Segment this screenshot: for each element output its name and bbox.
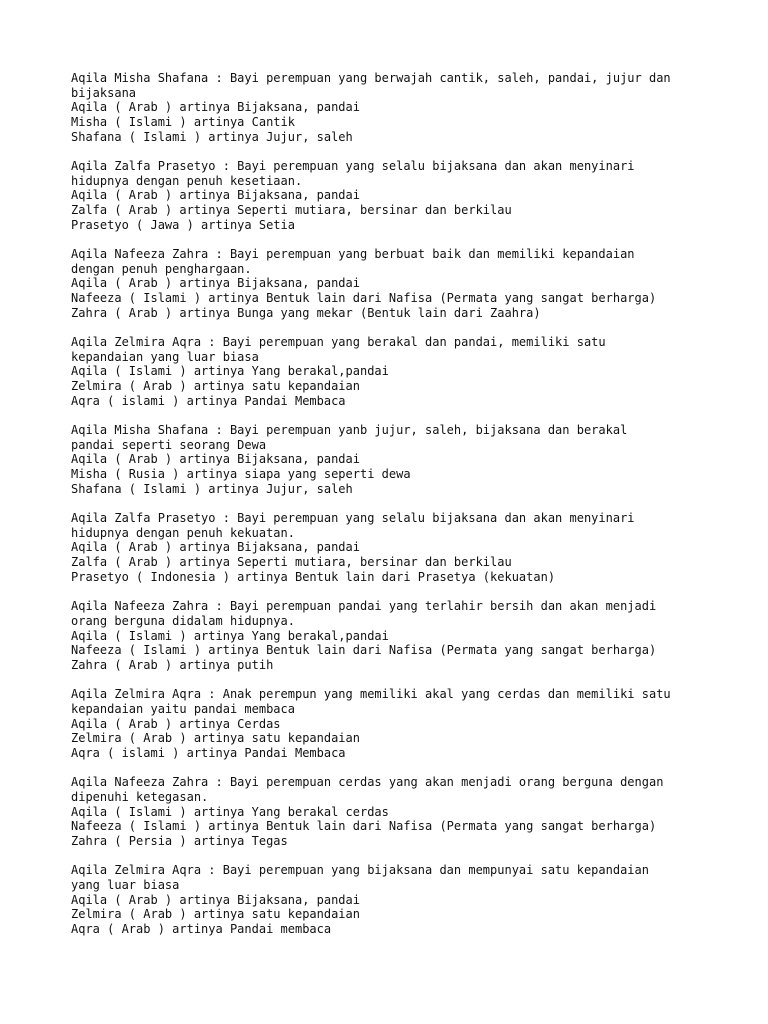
- name-meaning-entry: [71, 599, 711, 673]
- entry-text-line: Nafeeza ( Islami ) artinya Bentuk lain dari Nafisa (Permata yang sangat berharga): [71, 819, 657, 834]
- entry-text-line: hidupnya dengan penuh kekuatan.: [71, 525, 295, 540]
- entry-text-line: pandai seperti seorang Dewa: [71, 437, 267, 452]
- entry-text-line: Aqila ( Arab ) artinya Bijaksana, pandai: [71, 188, 360, 203]
- entry-heading-line: Aqila Nafeeza Zahra : Bayi perempuan cerdas yang akan menjadi orang berguna dengan: [71, 775, 664, 790]
- name-meaning-entry: [71, 159, 711, 233]
- entry-text-line: Aqila ( Islami ) artinya Yang berakal cerdas: [71, 804, 389, 819]
- entry-text-line: Aqila ( Arab ) artinya Bijaksana, pandai: [71, 892, 360, 907]
- entry-text-line: Aqila ( Arab ) artinya Bijaksana, pandai: [71, 540, 360, 555]
- entry-text-line: Aqila ( Islami ) artinya Yang berakal,pandai: [71, 364, 389, 379]
- entry-text-line: Aqra ( islami ) artinya Pandai Membaca: [71, 745, 346, 760]
- entry-text-line: Zahra ( Arab ) artinya putih: [71, 657, 274, 672]
- entry-heading-line: Aqila Misha Shafana : Bayi perempuan yang berwajah cantik, saleh, pandai, jujur dan: [71, 71, 671, 85]
- entry-text-line: Aqra ( islami ) artinya Pandai Membaca: [71, 393, 346, 408]
- entry-text-line: bijaksana: [71, 85, 137, 100]
- name-meaning-entry: [71, 71, 711, 145]
- entry-text-line: Misha ( Islami ) artinya Cantik: [71, 115, 295, 130]
- entry-text-line: Zalfa ( Arab ) artinya Seperti mutiara, bersinar dan berkilau: [71, 555, 512, 570]
- entry-text-line: yang luar biasa: [71, 877, 180, 892]
- entry-text-line: dipenuhi ketegasan.: [71, 789, 209, 804]
- entry-text-line: Aqila ( Islami ) artinya Yang berakal,pandai: [71, 628, 389, 643]
- entry-heading-line: Aqila Zalfa Prasetyo : Bayi perempuan yang selalu bijaksana dan akan menyinari: [71, 511, 635, 526]
- entry-text-line: Aqila ( Arab ) artinya Bijaksana, pandai: [71, 452, 360, 467]
- name-meaning-entry: [71, 423, 711, 497]
- entry-heading-line: Aqila Zelmira Aqra : Bayi perempuan yang bijaksana dan mempunyai satu kepandaian: [71, 863, 649, 878]
- entry-text-line: Aqila ( Arab ) artinya Cerdas: [71, 716, 281, 731]
- entry-heading-line: Aqila Nafeeza Zahra : Bayi perempuan pandai yang terlahir bersih dan akan menjadi: [71, 599, 657, 614]
- name-meaning-entry: [71, 511, 711, 585]
- entry-text-line: Zelmira ( Arab ) artinya satu kepandaian: [71, 907, 360, 922]
- entry-text-line: Shafana ( Islami ) artinya Jujur, saleh: [71, 129, 353, 144]
- entry-text-line: Aqila ( Arab ) artinya Bijaksana, pandai: [71, 276, 360, 291]
- entry-heading-line: Aqila Zelmira Aqra : Bayi perempuan yang berakal dan pandai, memiliki satu: [71, 335, 606, 350]
- entry-text-line: Aqila ( Arab ) artinya Bijaksana, pandai: [71, 100, 360, 115]
- name-meaning-entry: [71, 247, 711, 321]
- name-meaning-entry: [71, 687, 711, 761]
- entry-text-line: Nafeeza ( Islami ) artinya Bentuk lain dari Nafisa (Permata yang sangat berharga): [71, 643, 657, 658]
- entry-text-line: Misha ( Rusia ) artinya siapa yang seperti dewa: [71, 467, 411, 482]
- entry-text-line: Zelmira ( Arab ) artinya satu kepandaian: [71, 731, 360, 746]
- name-meaning-entry: [71, 863, 711, 937]
- entry-text-line: Zahra ( Arab ) artinya Bunga yang mekar (Bentuk lain dari Zaahra): [71, 305, 541, 320]
- entry-text-line: dengan penuh penghargaan.: [71, 261, 252, 276]
- entry-text-line: orang berguna didalam hidupnya.: [71, 613, 295, 628]
- entry-text-line: Prasetyo ( Indonesia ) artinya Bentuk lain dari Prasetya (kekuatan): [71, 569, 556, 584]
- entry-text-line: Prasetyo ( Jawa ) artinya Setia: [71, 217, 295, 232]
- entry-heading-line: Aqila Misha Shafana : Bayi perempuan yanb jujur, saleh, bijaksana dan berakal: [71, 423, 628, 438]
- entry-text-line: Nafeeza ( Islami ) artinya Bentuk lain dari Nafisa (Permata yang sangat berharga): [71, 291, 657, 306]
- entry-heading-line: Aqila Nafeeza Zahra : Bayi perempuan yang berbuat baik dan memiliki kepandaian: [71, 247, 635, 262]
- entry-text-line: Shafana ( Islami ) artinya Jujur, saleh: [71, 481, 353, 496]
- entry-text-line: Aqra ( Arab ) artinya Pandai membaca: [71, 921, 332, 936]
- name-meaning-entry: [71, 335, 711, 409]
- entry-text-line: kepandaian yaitu pandai membaca: [71, 701, 295, 716]
- entry-text-line: Zahra ( Persia ) artinya Tegas: [71, 833, 288, 848]
- entry-text-line: kepandaian yang luar biasa: [71, 349, 259, 364]
- entry-heading-line: Aqila Zelmira Aqra : Anak perempun yang memiliki akal yang cerdas dan memiliki satu: [71, 687, 671, 702]
- entry-heading-line: Aqila Zalfa Prasetyo : Bayi perempuan yang selalu bijaksana dan akan menyinari: [71, 159, 635, 174]
- document-page: [71, 71, 711, 951]
- entry-text-line: Zalfa ( Arab ) artinya Seperti mutiara, bersinar dan berkilau: [71, 203, 512, 218]
- entry-text-line: hidupnya dengan penuh kesetiaan.: [71, 173, 303, 188]
- name-meaning-entry: [71, 775, 711, 849]
- entry-text-line: Zelmira ( Arab ) artinya satu kepandaian: [71, 379, 360, 394]
